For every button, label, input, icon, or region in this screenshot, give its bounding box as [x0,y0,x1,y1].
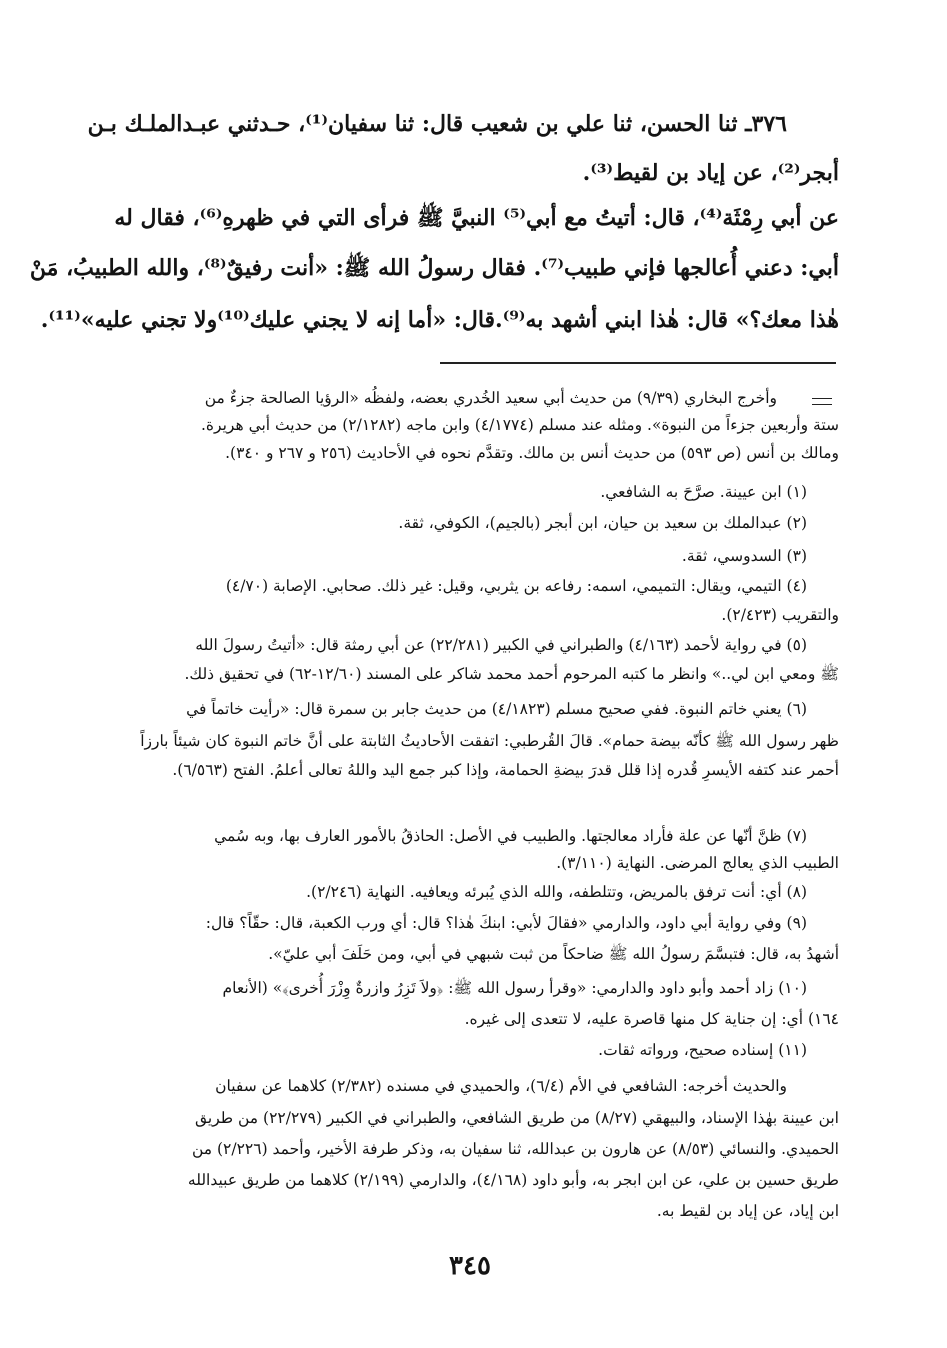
footnote-line: الطبيب الذي يعالج المرضى. النهاية (٣/١١٠). [556,854,839,872]
page-number: ٣٤٥ [449,1251,491,1281]
footnote-line: (٩) وفي رواية أبي داود، والدارمي «فقالَ لأبي: ابنكَ هٰذا؟ قال: أي ورب الكعبة، قال: حقّاً؟ قال: [205,914,807,932]
takhrij-line: الحميدي. والنسائي (٨/٥٣) عن هارون بن عبدالله، ثنا سفيان به، وذكر طرفة الأخير، وأحمد (٢/٢٢٦) من [191,1140,839,1158]
takhrij-line: طريق حسين بن علي، عن ابن ابجر به، وأبو داود (٤/١٦٨)، والدارمي (٢/١٩٩) كلاهما من طريق عبيدالله [187,1171,839,1189]
main-text-line: هٰذا معك؟» قال: هٰذا ابني أشهد به⁽⁹⁾.قال: «أما إنه لا يجني عليك⁽¹⁰⁾ولا تجني عليه»⁽¹¹⁾. [40,307,839,333]
footnote-line: (١١) إسناده صحيح، ورواته ثقات. [598,1041,807,1059]
takhrij-line: ابن إياد، عن إياد بن لقيط به. [656,1202,839,1220]
main-text-line: أبجر⁽²⁾، عن إياد بن لقيط⁽³⁾. [582,160,839,186]
footnote-line: (٨) أي: أنت ترفق بالمريض، وتتلطفه، والله الذي يُبرئه ويعافيه. النهاية (٢/٢٤٦). [306,883,807,901]
footnote-line: (٢) عبدالملك بن سعيد بن حيان، ابن أبجر (بالجيم)، الكوفي، ثقة. [398,514,807,532]
footnote-separator [440,362,836,364]
footnote-line: (٧) ظنَّ أنّها عن علة فأراد معالجتها. والطبيب في الأصل: الحاذقُ بالأمور العارف بها، وبه سُمي [214,827,807,845]
takhrij-line: والحديث أخرجه: الشافعي في الأم (٦/٤)، والحميدي في مسنده (٢/٣٨٢) كلاهما عن سفيان [215,1077,787,1095]
footnote-line: أشهدُ به، قال: فتبسَّمَ رسولُ الله ﷺ ضاحكاً من ثبت شبهي في أبي، ومن حَلَفَ أبي عليّ». [268,945,839,963]
main-text-line: عن أبي رِمْثَة⁽⁴⁾، قال: أتيتُ مع أبي⁽⁵⁾ النبيَّ ﷺ فرأى التي في ظهرهِ⁽⁶⁾، فقال له [114,205,839,231]
footnote-line: وأخرج البخاري (٩/٣٩) من حديث أبي سعيد الخُدري بعضه، ولفظُه «الرؤيا الصالحة جزءٌ من [204,389,777,407]
footnote-line: (٣) السدوسي، ثقة. [681,547,807,565]
footnote-line: (١٠) زاد أحمد وأبو داود والدارمي: «وقرأ رسول الله ﷺ: ﴿ولاَ تَزِرُ وازرةٌ وِزْرَ أُخرى﴾» (الأنعام [222,979,807,997]
footnote-line: ظهر رسول الله ﷺ كأنّه بيضة حمام». قالَ القُرطبي: اتفقت الأحاديثُ الثابتة على أنَّ خاتم النبوة كان شيئاً بارزاً [140,732,839,750]
main-text-line: أبي: دعني أُعالجها فإني طبيب⁽⁷⁾. فقال رسولُ الله ﷺ: «أنت رفيقٌ⁽⁸⁾، والله الطبيبُ، مَنْ [29,255,839,281]
footnote-line: ﷺ ومعي ابن لي..» وانظر ما كتبه المرحوم أحمد محمد شاكر على المسند (١٢/٦٠-٦٢) في تحقيق ذلك. [184,665,839,683]
footnote-line: (٥) في رواية لأحمد (٤/١٦٣) والطبراني في الكبير (٢٢/٢٨١) عن أبي رمثة قال: «أتيتُ رسولَ الله [195,636,807,654]
main-text-line: ٣٧٦ـ ثنا الحسن، ثنا علي بن شعيب قال: ثنا سفيان⁽¹⁾، حـدثني عبـدالملـك بـن [87,111,787,137]
footnote-line: أحمر عند كتفه الأيسرِ قُدره إذا قلل قدرَ بيضةِ الحمامة، وإذا كبر جمع اليد واللهُ تعالى أعلمُ. الفتح (٦/٥٦٣). [172,761,839,779]
footnote-line: ١٦٤) أي: إن جناية كل منها قاصرة عليه، لا تتعدى إلى غيره. [464,1010,839,1028]
footnote-line: والتقريب (٢/٤٢٣). [721,606,839,624]
footnote-line: ومالك بن أنس (ص ٥٩٣) من حديث أنس بن مالك. وتقدَّم نحوه في الأحاديث (٢٥٦ و ٢٦٧ و ٣٤٠). [225,444,839,462]
footnote-line: (٤) التيمي، ويقال: التميمي، اسمه: رفاعه بن يثربي، وقيل: غير ذلك. صحابي. الإصابة (٤/٧٠) [225,577,807,595]
footnote-line: ستة وأربعين جزءاً من النبوة». ومثله عند مسلم (٤/١٧٧٤) وابن ماجه (٢/١٢٨٢) من حديث أبي هريرة. [201,416,839,434]
footnote-continuation-mark [812,398,832,410]
footnote-line: (٦) يعني خاتم النبوة. ففي صحيح مسلم (٤/١٨٢٣) من حديث جابر بن سمرة قال: «رأيت خاتماً في [186,700,807,718]
takhrij-line: ابن عيينة بهٰذا الإسناد، والبيهقي (٨/٢٧) من طريق الشافعي، والطبراني في الكبير (٢٢/٢٧٩) من طريق [194,1109,839,1127]
footnote-line: (١) ابن عيينة. صرَّحَ به الشافعي. [600,483,807,501]
